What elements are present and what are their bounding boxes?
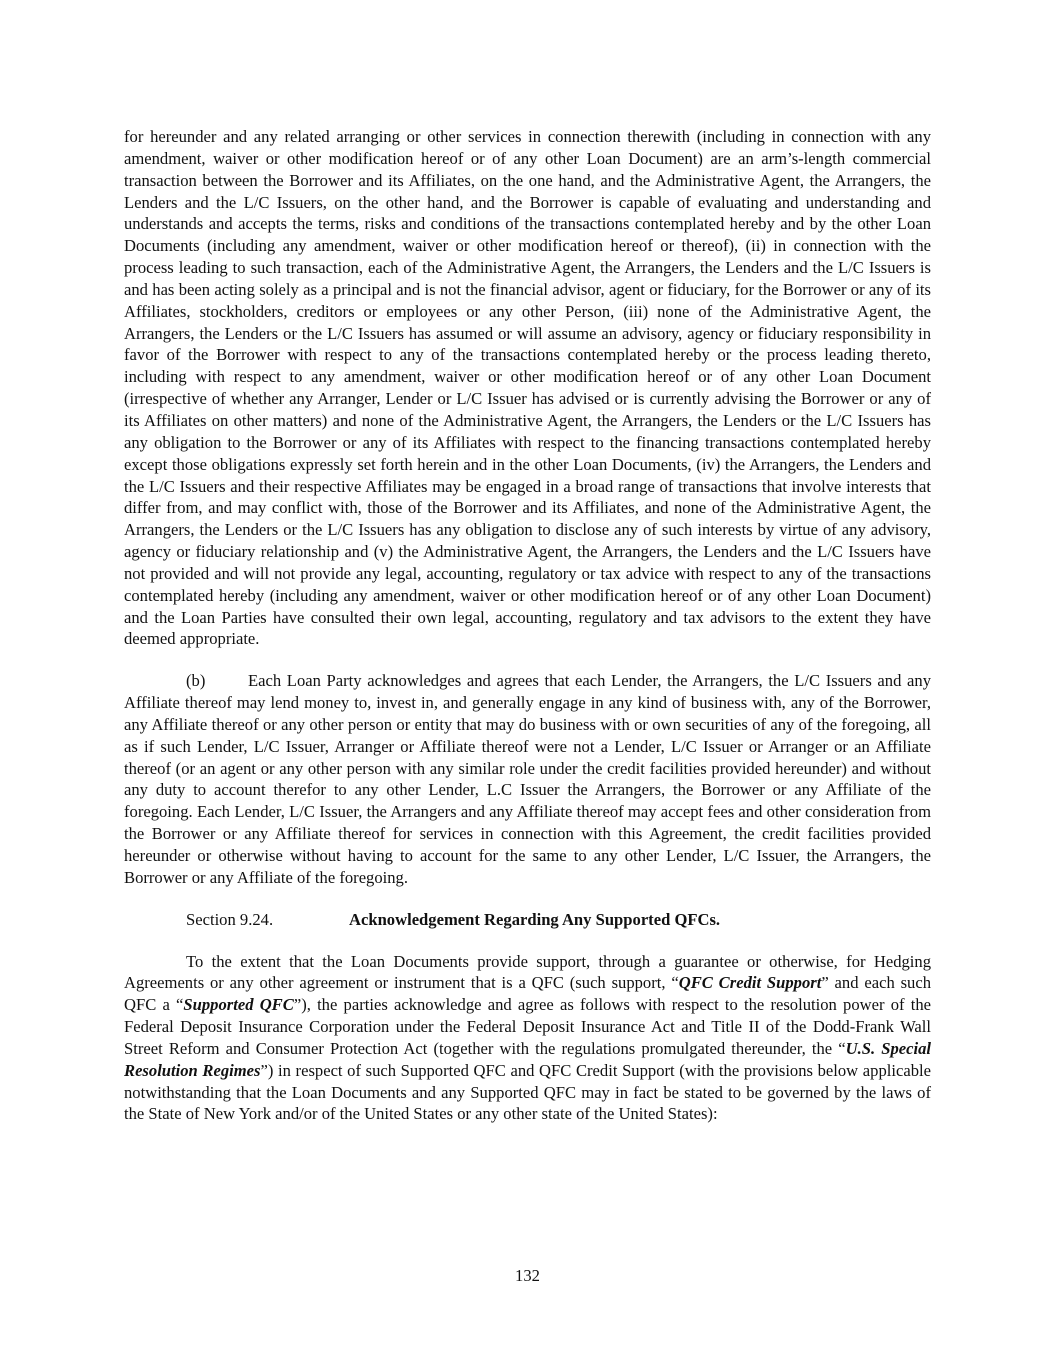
paragraph-b <box>124 670 931 888</box>
qfc-paragraph <box>124 951 931 1126</box>
qfc-text-part2: ” and each such QFC a “ <box>124 973 931 1015</box>
paragraph-b-text: Each Loan Party acknowledges and agrees that each Lender, the Arrangers, the L/C Issuers and any Affiliate thereof may lend money to, invest in, and generally engage in any kind of business with, any of the Borrower, any Affiliate thereof or any other person or entity that may do business with or own securities of any of the foregoing, all as if such Lender, L/C Issuer, Arranger or Affiliate thereof were not a Lender, L/C Issuer or Arranger or an Affiliate thereof (or an agent or any other person with any similar role under the credit facilities provided hereunder) and without any duty to account therefor to any other Lender, L.C Issuer the Arrangers, the Borrower or any Affiliate of the foregoing. Each Lender, L/C Issuer, the Arrangers and any Affiliate thereof may accept fees and other consideration from the Borrower or any Affiliate thereof for services in connection with this Agreement, the credit facilities provided hereunder or otherwise without having to account for the same to any other Lender, L/C Issuer, the Arrangers, the Borrower or any Affiliate of the foregoing. <box>124 671 931 887</box>
section-title: Acknowledgement Regarding Any Supported QFCs. <box>349 909 721 929</box>
section-number: Section 9.24. <box>186 909 274 929</box>
qfc-text-part4: ”) in respect of such Supported QFC and QFC Credit Support (with the provisions below applicable notwithstanding that the Loan Documents and any Supported QFC may in fact be stated to be governed by the laws of the State of New York and/or of the United States or any other state of the United States): <box>124 1060 931 1124</box>
section-heading <box>124 909 931 931</box>
qfc-text-part1: To the extent that the Loan Documents provide support, through a guarantee or otherwise, for Hedging Agreements or any other agreement or instrument that is a QFC (such support, “ <box>124 951 931 993</box>
defined-term-supported-qfc: Supported QFC <box>183 995 294 1015</box>
paragraph-spacer <box>124 931 931 951</box>
paragraph-spacer <box>124 889 931 909</box>
paragraph-spacer <box>124 650 931 670</box>
paragraph-continuation: for hereunder and any related arranging or other services in connection therewith (including in connection with any amendment, waiver or other modification hereof or of any other Loan Document) are an arm’s-length commercial transaction between the Borrower and its Affiliates, on the one hand, and the Administrative Agent, the Arrangers, the Lenders and the L/C Issuers, on the other hand, and the Borrower is capable of evaluating and understanding and understands and accepts the terms, risks and conditions of the transactions contemplated hereby and by the other Loan Documents (including any amendment, waiver or other modification hereof or thereof), (ii) in connection with the process leading to such transaction, each of the Administrative Agent, the Arrangers, the Lenders and the L/C Issuers is and has been acting solely as a principal and is not the financial advisor, agent or fiduciary, for the Borrower or any of its Affiliates, stockholders, creditors or employees or any other Person, (iii) none of the Administrative Agent, the Arrangers, the Lenders or the L/C Issuers has assumed or will assume an advisory, agency or fiduciary responsibility in favor of the Borrower with respect to any of the transactions contemplated hereby or the process leading thereto, including with respect to any amendment, waiver or other modification hereof or of any other Loan Document (irrespective of whether any Arranger, Lender or L/C Issuer has advised or is currently advising the Borrower or any of its Affiliates on other matters) and none of the Administrative Agent, the Arrangers, the Lenders or the L/C Issuers has any obligation to the Borrower or any of its Affiliates with respect to the financing transactions contemplated hereby except those obligations expressly set forth herein and in the other Loan Documents, (iv) the Arrangers, the Lenders and the L/C Issuers and their respective Affiliates may be engaged in a broad range of transactions that involve interests that differ from, and may conflict with, those of the Borrower and its Affiliates, and none of the Administrative Agent, the Arrangers, the Lenders or the L/C Issuers has any obligation to disclose any of such interests by virtue of any advisory, agency or fiduciary relationship and (v) the Administrative Agent, the Arrangers, the Lenders and the L/C Issuers have not provided and will not provide any legal, accounting, regulatory or tax advice with respect to any of the transactions contemplated hereby (including any amendment, waiver or other modification hereof or of any other Loan Document) and the Loan Parties have consulted their own legal, accounting, regulatory and tax advisors to the extent they have deemed appropriate. <box>124 127 931 649</box>
paragraph-b-label: (b) <box>186 671 206 691</box>
document-page <box>124 126 931 1125</box>
defined-term-qfc-credit-support: QFC Credit Support <box>678 973 822 993</box>
qfc-text-part3: ”), the parties acknowledge and agree as follows with respect to the resolution power of the Federal Deposit Insurance Corporation under the Federal Deposit Insurance Act and Title II of the Dodd-Frank Wall Street Reform and Consumer Protection Act (together with the regulations promulgated thereunder, the “ <box>124 995 931 1058</box>
defined-term-us-special-resolution-regimes: U.S. Special Resolution Regimes <box>124 1038 932 1080</box>
page-number: 132 <box>515 1266 540 1285</box>
